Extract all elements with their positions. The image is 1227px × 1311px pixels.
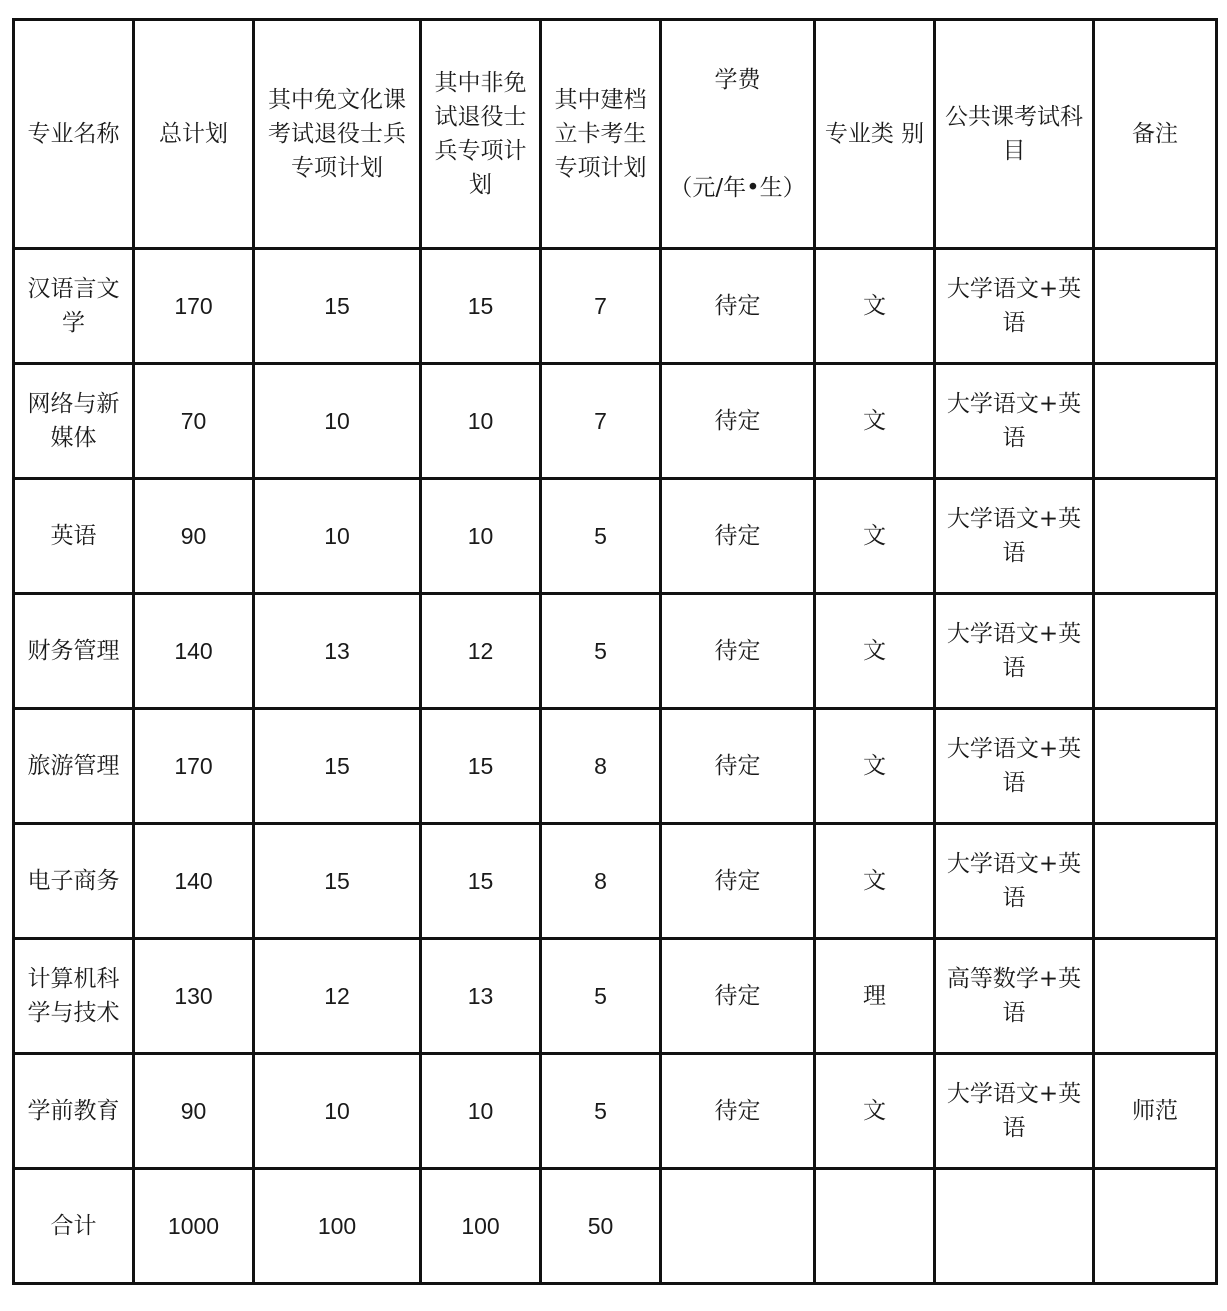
cell-veteran-exempt: 13	[254, 594, 421, 709]
cell-veteran-non-exempt: 10	[421, 364, 541, 479]
cell-remark	[1094, 479, 1217, 594]
cell-name: 英语	[14, 479, 134, 594]
cell-total: 170	[134, 249, 254, 364]
cell-poverty: 5	[541, 594, 661, 709]
table-row	[14, 1054, 1217, 1169]
cell-exam: 大学语文+英语	[935, 364, 1094, 479]
cell-veteran-non-exempt: 100	[421, 1169, 541, 1284]
cell-poverty: 8	[541, 709, 661, 824]
table-row	[14, 249, 1217, 364]
header-fee-unit: （元/年•生）	[669, 175, 806, 201]
header-fee	[661, 20, 815, 249]
table-row	[14, 709, 1217, 824]
cell-veteran-non-exempt: 13	[421, 939, 541, 1054]
cell-exam: 大学语文+英语	[935, 594, 1094, 709]
header-exam: 公共课考试科目	[935, 20, 1094, 249]
cell-category: 文	[815, 594, 935, 709]
cell-veteran-exempt: 10	[254, 1054, 421, 1169]
cell-veteran-non-exempt: 10	[421, 1054, 541, 1169]
header-veteran-exempt: 其中免文化课考试退役士兵专项计划	[254, 20, 421, 249]
header-total: 总计划	[134, 20, 254, 249]
table-row	[14, 1169, 1217, 1284]
cell-exam: 大学语文+英语	[935, 824, 1094, 939]
header-fee-title: 学费	[714, 67, 761, 93]
cell-total: 130	[134, 939, 254, 1054]
cell-total: 90	[134, 479, 254, 594]
cell-exam: 大学语文+英语	[935, 479, 1094, 594]
cell-fee: 待定	[661, 824, 815, 939]
cell-veteran-exempt: 15	[254, 709, 421, 824]
table-row	[14, 594, 1217, 709]
cell-fee: 待定	[661, 709, 815, 824]
table-row	[14, 824, 1217, 939]
cell-category: 文	[815, 709, 935, 824]
cell-name: 计算机科学与技术	[14, 939, 134, 1054]
cell-category: 文	[815, 249, 935, 364]
cell-fee: 待定	[661, 594, 815, 709]
cell-exam: 大学语文+英语	[935, 709, 1094, 824]
header-name: 专业名称	[14, 20, 134, 249]
cell-veteran-non-exempt: 12	[421, 594, 541, 709]
header-remark: 备注	[1094, 20, 1217, 249]
cell-fee: 待定	[661, 939, 815, 1054]
cell-total: 140	[134, 594, 254, 709]
cell-exam: 大学语文+英语	[935, 1054, 1094, 1169]
cell-remark	[1094, 249, 1217, 364]
cell-veteran-non-exempt: 15	[421, 249, 541, 364]
cell-fee	[661, 1169, 815, 1284]
header-veteran-non-exempt: 其中非免试退役士兵专项计划	[421, 20, 541, 249]
cell-remark	[1094, 709, 1217, 824]
cell-category: 理	[815, 939, 935, 1054]
header-category: 专业类 别	[815, 20, 935, 249]
cell-name: 旅游管理	[14, 709, 134, 824]
table-row	[14, 479, 1217, 594]
cell-remark	[1094, 364, 1217, 479]
cell-veteran-exempt: 100	[254, 1169, 421, 1284]
cell-poverty: 7	[541, 364, 661, 479]
table-row	[14, 364, 1217, 479]
cell-veteran-exempt: 10	[254, 479, 421, 594]
cell-poverty: 8	[541, 824, 661, 939]
cell-total: 140	[134, 824, 254, 939]
cell-total: 1000	[134, 1169, 254, 1284]
table-header-row	[14, 20, 1217, 249]
cell-name: 财务管理	[14, 594, 134, 709]
cell-veteran-exempt: 10	[254, 364, 421, 479]
cell-veteran-exempt: 12	[254, 939, 421, 1054]
cell-remark	[1094, 824, 1217, 939]
cell-veteran-exempt: 15	[254, 249, 421, 364]
cell-category: 文	[815, 479, 935, 594]
cell-name: 合计	[14, 1169, 134, 1284]
cell-category: 文	[815, 364, 935, 479]
cell-exam: 大学语文+英语	[935, 249, 1094, 364]
enrollment-plan-table	[12, 18, 1218, 1285]
cell-remark	[1094, 1169, 1217, 1284]
cell-name: 网络与新媒体	[14, 364, 134, 479]
cell-category: 文	[815, 824, 935, 939]
cell-poverty: 5	[541, 479, 661, 594]
cell-poverty: 5	[541, 939, 661, 1054]
cell-veteran-non-exempt: 15	[421, 824, 541, 939]
cell-name: 汉语言文学	[14, 249, 134, 364]
cell-total: 90	[134, 1054, 254, 1169]
cell-fee: 待定	[661, 479, 815, 594]
cell-total: 70	[134, 364, 254, 479]
cell-remark	[1094, 939, 1217, 1054]
cell-total: 170	[134, 709, 254, 824]
cell-fee: 待定	[661, 1054, 815, 1169]
cell-fee: 待定	[661, 249, 815, 364]
cell-exam: 高等数学+英语	[935, 939, 1094, 1054]
cell-fee: 待定	[661, 364, 815, 479]
cell-remark	[1094, 594, 1217, 709]
cell-name: 电子商务	[14, 824, 134, 939]
cell-veteran-non-exempt: 15	[421, 709, 541, 824]
cell-category	[815, 1169, 935, 1284]
cell-poverty: 50	[541, 1169, 661, 1284]
cell-category: 文	[815, 1054, 935, 1169]
cell-poverty: 5	[541, 1054, 661, 1169]
cell-exam	[935, 1169, 1094, 1284]
cell-remark: 师范	[1094, 1054, 1217, 1169]
cell-poverty: 7	[541, 249, 661, 364]
header-poverty: 其中建档立卡考生专项计划	[541, 20, 661, 249]
cell-veteran-exempt: 15	[254, 824, 421, 939]
table-row	[14, 939, 1217, 1054]
cell-name: 学前教育	[14, 1054, 134, 1169]
cell-veteran-non-exempt: 10	[421, 479, 541, 594]
